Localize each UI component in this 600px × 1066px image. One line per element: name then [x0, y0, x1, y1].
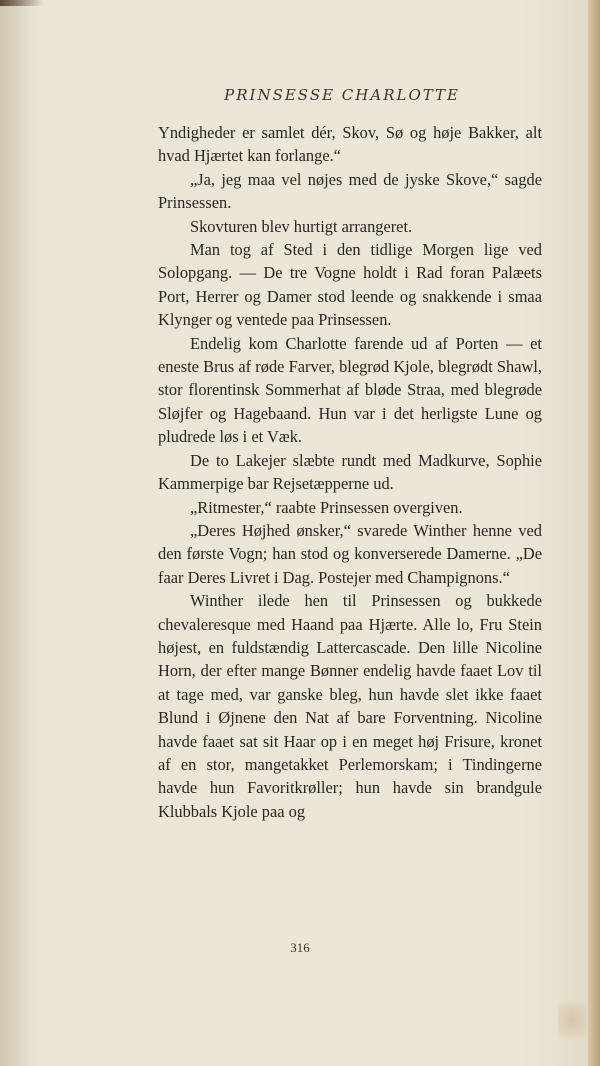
paragraph-3: Skovturen blev hurtigt arrangeret. — [190, 216, 413, 236]
paragraph-1: Yndigheder er samlet dér, Skov, Sø og høje Bakker, alt hvad Hjærtet kan forlange.“ — [158, 123, 542, 166]
page-edge — [588, 0, 600, 1066]
paragraph-9: Winther ilede hen til Prinsessen og bukkede chevaleresque med Haand paa Hjærte. Alle lo, Fru Stein højest, en fuldstændig Lattercascade. Den lille Nicoline Horn, der efter mange Bønner endelig havde faaet Lov til at tage med, var ganske bleg, hun havde slet ikke faaet Blund i Øjnene den Nat af bare Forventning. Nicoline havde faaet sat sit Haar op i en meget høj Frisure, kronet af en stor, mangetakket Perlemorskam; i Tindingerne havde hun Favoritkrøller; hun havde sin brandgule Klubbals Kjole paa og — [158, 591, 542, 821]
paragraph-5: Endelig kom Charlotte farende ud af Porten — et eneste Brus af røde Farver, blegrød Kjole, blegrødt Shawl, stor florentinsk Sommerhat af bløde Straa, med blegrøde Sløjfer og Hagebaand. Hun var i det herligste Lune og pludrede løs i et Væk. — [158, 333, 542, 447]
running-header: PRINSESSE CHARLOTTE — [224, 86, 460, 104]
paragraph-8: „Deres Højhed ønsker,“ svarede Winther henne ved den første Vogn; han stod og konverserede Damerne. „De faar Deres Livret i Dag. Postejer med Champignons.“ — [158, 520, 542, 587]
page-gutter — [0, 0, 28, 1066]
corner-mark — [0, 0, 44, 6]
paper-stain — [558, 1000, 586, 1040]
paragraph-7: „Ritmester,“ raabte Prinsessen overgiven. — [190, 497, 463, 517]
paragraph-4: Man tog af Sted i den tidlige Morgen lige ved Solopgang. — De tre Vogne holdt i Rad foran Palæets Port, Herrer og Damer stod leende og snakkende i smaa Klynger og ventede paa Prinsessen. — [158, 240, 542, 330]
page-number: 316 — [290, 940, 310, 955]
paragraph-6: De to Lakejer slæbte rundt med Madkurve, Sophie Kammerpige bar Rejsetæpperne ud. — [158, 450, 542, 494]
paragraph-2: „Ja, jeg maa vel nøjes med de jyske Skove,“ sagde Prinsessen. — [158, 169, 542, 213]
body-text — [158, 121, 542, 823]
